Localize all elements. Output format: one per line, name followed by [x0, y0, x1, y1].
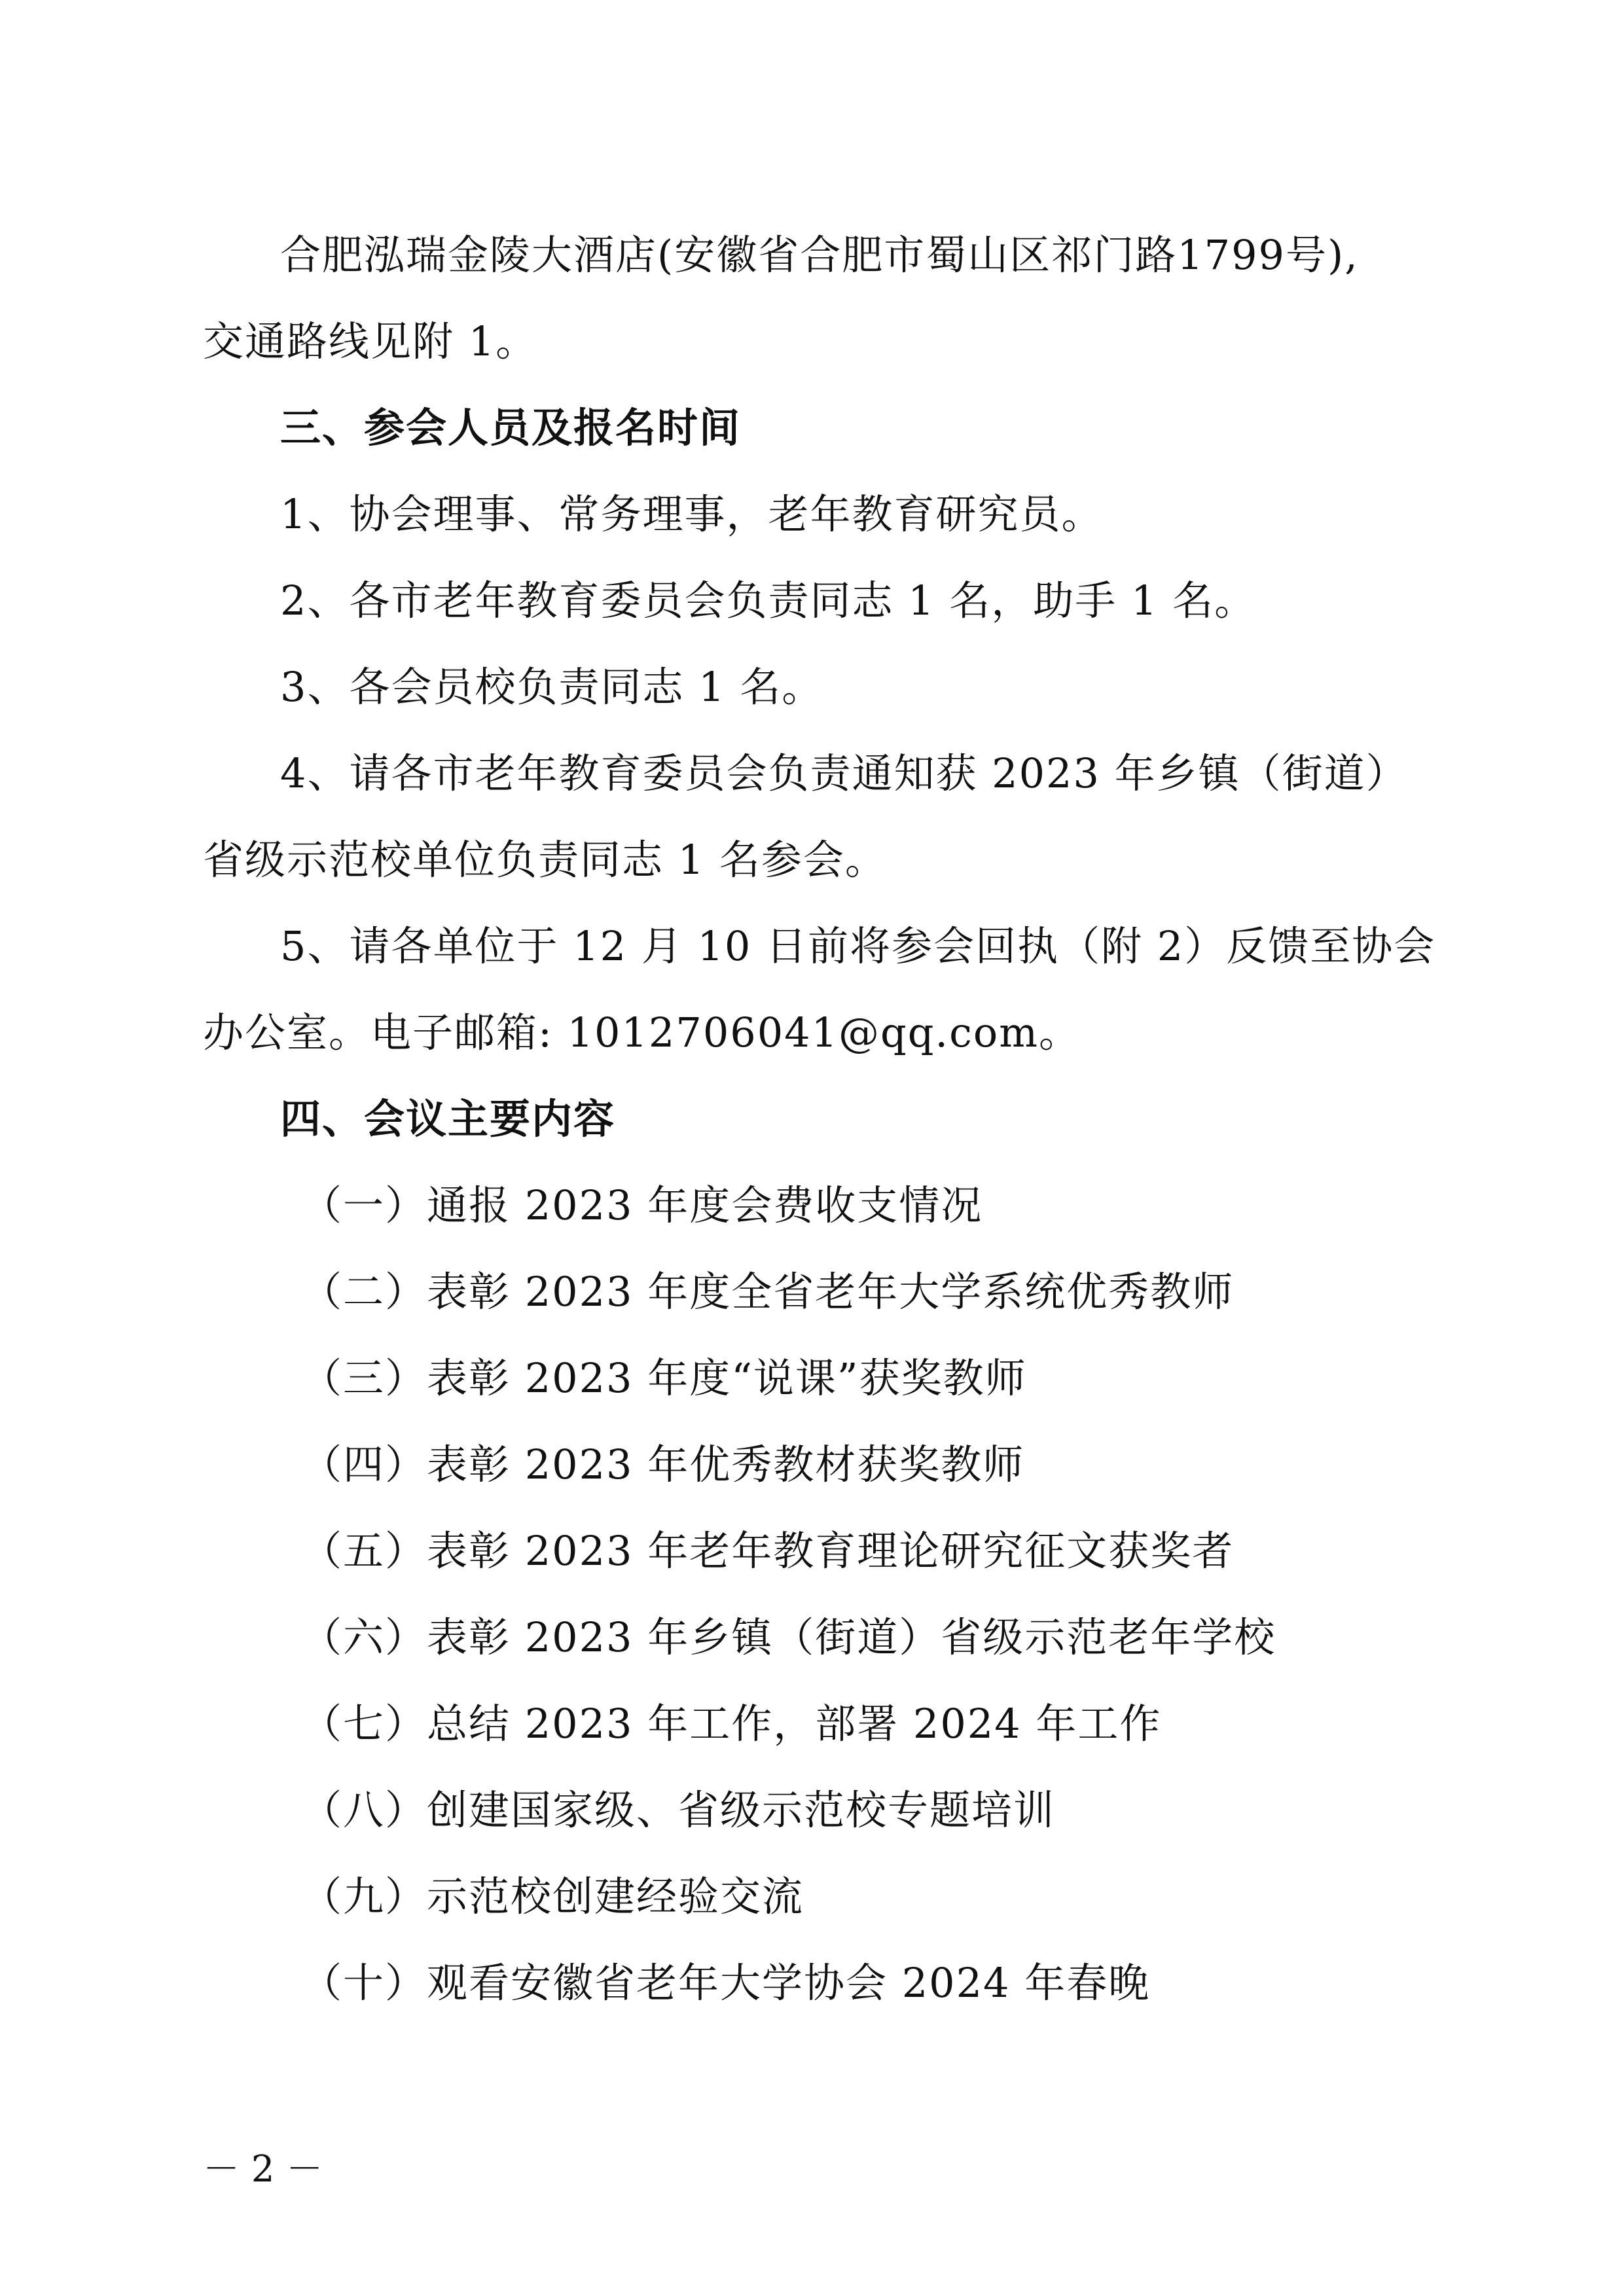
section-4-item-1: （一）通报 2023 年度会费收支情况 [301, 1181, 983, 1229]
section-3-item-4: 4、请各市老年教育委员会负责通知获 2023 年乡镇（街道） [280, 749, 1408, 797]
section-3-item-4-cont: 省级示范校单位负责同志 1 名参会。 [203, 836, 887, 884]
section-3-item-5: 5、请各单位于 12 月 10 日前将参会回执（附 2）反馈至协会 [280, 922, 1436, 970]
section-3-heading: 三、参会人员及报名时间 [280, 404, 742, 452]
section-4-item-6: （六）表彰 2023 年乡镇（街道）省级示范老年学校 [301, 1613, 1276, 1661]
venue-line-1: 合肥泓瑞金陵大酒店(安徽省合肥市蜀山区祁门路1799号), [280, 231, 1359, 279]
section-4-item-3: （三）表彰 2023 年度“说课”获奖教师 [301, 1354, 1027, 1402]
section-4-item-5: （五）表彰 2023 年老年教育理论研究征文获奖者 [301, 1527, 1235, 1575]
section-3-item-5-cont: 办公室。电子邮箱: 1012706041@qq.com。 [203, 1009, 1081, 1056]
page-number: － 2 － [203, 2148, 323, 2191]
venue-line-2: 交通路线见附 1。 [203, 317, 538, 365]
section-4-heading: 四、会议主要内容 [280, 1095, 616, 1143]
section-4-item-8: （八）创建国家级、省级示范校专题培训 [301, 1786, 1056, 1834]
section-4-item-2: （二）表彰 2023 年度全省老年大学系统优秀教师 [301, 1268, 1235, 1316]
section-4-item-4: （四）表彰 2023 年优秀教材获奖教师 [301, 1441, 1025, 1488]
section-3-item-1: 1、协会理事、常务理事，老年教育研究员。 [280, 490, 1104, 538]
section-3-item-2: 2、各市老年教育委员会负责同志 1 名，助手 1 名。 [280, 577, 1257, 624]
section-4-item-10: （十）观看安徽省老年大学协会 2024 年春晚 [301, 1959, 1151, 2007]
section-3-item-3: 3、各会员校负责同志 1 名。 [280, 663, 824, 711]
section-4-item-7: （七）总结 2023 年工作，部署 2024 年工作 [301, 1700, 1162, 1748]
section-4-item-9: （九）示范校创建经验交流 [301, 1873, 804, 1920]
